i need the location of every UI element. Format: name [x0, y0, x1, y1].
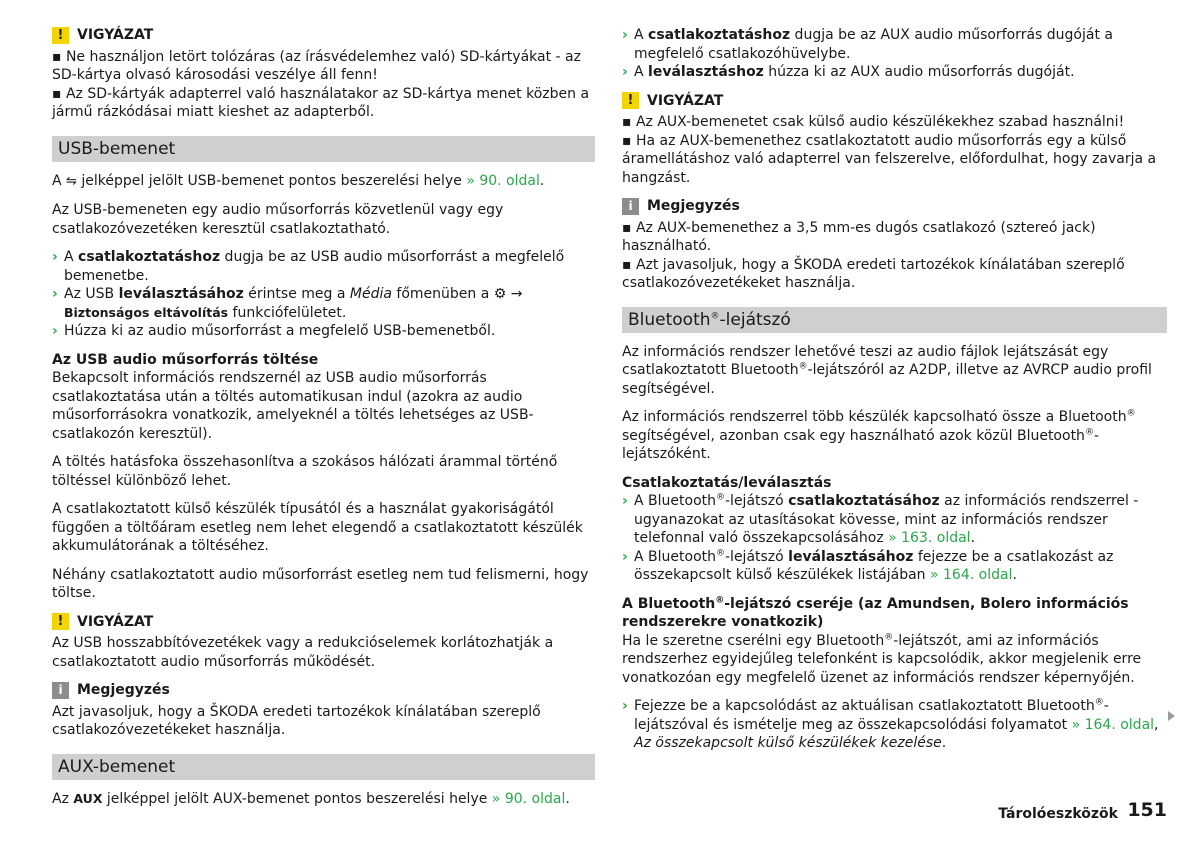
aux-location-paragraph: Az AUX jelképpel jelölt AUX-bemenet pontos beszerelési helye » 90. oldal. — [52, 790, 570, 807]
step-chevron-icon: › — [622, 493, 628, 509]
warning-line: ▪ Ha az AUX-bemenethez csatlakoztatott audio műsorforrás egy a külső áramellátáshoz való adapterrel van felszerelve, előfordulhat, hogy zavarja a hangzást. — [622, 132, 1157, 186]
warning-title: VIGYÁZAT — [647, 92, 724, 109]
warning-title: VIGYÁZAT — [77, 613, 154, 630]
subheading-bluetooth-swap: A Bluetooth®-lejátszó cseréje (az Amundsen, Bolero információs rendszerekre vonatkozik) — [622, 594, 1129, 630]
warning-icon: ! — [52, 613, 69, 630]
usb-steps — [52, 248, 595, 341]
step-item: › A csatlakoztatáshoz dugja be az AUX audio műsorforrás dugóját a megfelelő csatlakozóhüvelybe. — [622, 27, 1113, 62]
continue-arrow-icon — [1168, 711, 1175, 721]
step-item: › A Bluetooth®-lejátszó leválasztásához fejezze be a csatlakozást az összekapcsolt külső készülékek listájában » 164. oldal. — [622, 547, 1114, 583]
step-chevron-icon: › — [52, 249, 58, 265]
warning-title: VIGYÁZAT — [77, 27, 154, 43]
charging-paragraph: Bekapcsolt információs rendszernél az USB audio műsorforrás csatlakoztatása után a töltés automatikusan indul (azokra az audio műsorforrásokra vonatkozik, amelyeknél a töltés lehetséges az USB-csatlakozón keresztül). — [52, 370, 534, 442]
warning-box-sd — [52, 26, 595, 122]
note-header — [622, 197, 1167, 216]
page-number: 151 — [1127, 799, 1167, 821]
section-heading-aux: AUX-bemenet — [52, 754, 595, 780]
warning-line: ▪ Ne használjon letört tolózáras (az írásvédelemhez való) SD-kártyákat - az SD-kártya olvasó károsodási veszélye áll fenn! — [52, 48, 581, 83]
step-item: › Az USB leválasztásához érintse meg a Média főmenüben a ⚙ → Biztonságos eltávolítás funkciófelületet. — [52, 286, 523, 321]
settings-gear-icon: ⚙ — [493, 286, 507, 302]
warning-icon: ! — [622, 92, 639, 109]
step-item: › A leválasztáshoz húzza ki az AUX audio műsorforrás dugóját. — [622, 64, 1075, 80]
warning-header — [622, 92, 1167, 111]
warning-box-aux — [622, 92, 1167, 188]
step-item: › A Bluetooth®-lejátszó csatlakoztatásához az információs rendszerrel - ugyanazokat az utasításokat kövesse, mint az információs rendszer telefonnal való összekapcsolásához » 163. oldal. — [622, 492, 1139, 546]
usb-location-paragraph: A ⇋ jelképpel jelölt USB-bemenet pontos beszerelési helye » 90. oldal. — [52, 172, 545, 189]
warning-header — [52, 613, 595, 632]
page-link[interactable]: » 90. oldal — [491, 790, 566, 807]
charging-paragraph: A csatlakoztatott külső készülék típusától és a használat gyakoriságától függően a töltőáram esetleg nem lehet elegendő a csatlakoztatott készülék akkumulátorának a töltéséhez. — [52, 501, 583, 554]
bluetooth-paragraph: Az információs rendszerrel több készülék kapcsolható össze a Bluetooth® segítségével, azonban csak egy használható azok közül Bluetooth®-lejátszóként. — [622, 408, 1136, 462]
page-link[interactable]: » 164. oldal — [1071, 716, 1155, 733]
subheading-connect-disconnect: Csatlakoztatás/leválasztás — [622, 474, 832, 491]
note-title: Megjegyzés — [77, 682, 170, 698]
charging-paragraph: Néhány csatlakoztatott audio műsorforrást esetleg nem tud felismerni, hogy töltse. — [52, 566, 589, 601]
page-link[interactable]: » 163. oldal — [888, 530, 971, 546]
step-chevron-icon: › — [52, 286, 58, 302]
section-heading-bluetooth: Bluetooth®-lejátszó — [622, 307, 1167, 333]
warning-box-usb — [52, 613, 595, 672]
step-item: › Fejezze be a kapcsolódást az aktuálisan csatlakoztatott Bluetooth®-lejátszóval és ismételje meg az összekapcsolódási folyamatot » 164. oldal, Az összekapcsolt külső készülékek kezelése. — [622, 697, 1159, 751]
note-line: ▪ Azt javasoljuk, hogy a ŠKODA eredeti tartozékok kínálatában szereplő csatlakozóvezetékeket használja. — [622, 256, 1125, 291]
step-chevron-icon: › — [622, 27, 628, 43]
note-box-usb — [52, 681, 595, 740]
usb-icon: ⇋ — [66, 173, 77, 189]
right-column — [622, 26, 1167, 753]
aux-icon: AUX — [73, 790, 103, 806]
note-text: Azt javasoljuk, hogy a ŠKODA eredeti tartozékok kínálatában szereplő csatlakozóvezetékeket használja. — [52, 703, 541, 738]
note-title: Megjegyzés — [647, 198, 740, 214]
ui-function-label: Biztonságos eltávolítás — [64, 304, 229, 320]
warning-line: ▪ Az SD-kártyák adapterrel való használatakor az SD-kártya menet közben a jármű rázkódásai miatt kieshet az adapterből. — [52, 85, 590, 120]
step-chevron-icon: › — [622, 698, 628, 714]
usb-intro-paragraph: Az USB-bemeneten egy audio műsorforrás közvetlenül vagy egy csatlakozóvezetéken keresztül csatlakoztatható. — [52, 202, 504, 237]
warning-text: Az USB hosszabbítóvezetékek vagy a redukcióselemek korlátozhatják a csatlakoztatott audio műsorforrás működését. — [52, 635, 554, 670]
step-chevron-icon: › — [622, 64, 628, 80]
section-heading-usb: USB-bemenet — [52, 136, 595, 162]
aux-steps — [622, 26, 1167, 82]
bluetooth-swap-paragraph: Ha le szeretne cserélni egy Bluetooth®-lejátszót, ami az információs rendszerhez egyidejűleg telefonként is kapcsolódik, akkor megjelenik erre vonatkozóan egy megfelelő üzenet az információs rendszer képernyőjén. — [622, 631, 1142, 686]
charging-paragraph: A töltés hatásfoka összehasonlítva a szokásos hálózati árammal történő töltéssel különböző lehet. — [52, 454, 558, 489]
page-link[interactable]: » 164. oldal — [930, 567, 1013, 583]
bluetooth-paragraph: Az információs rendszer lehetővé teszi az audio fájlok lejátszását egy csatlakoztatott Bluetooth®-lejátszóról az A2DP, illetve az AVRCP audio profil segítségével. — [622, 343, 1152, 397]
warning-header — [52, 26, 595, 45]
page-link[interactable]: » 90. oldal — [466, 172, 540, 189]
left-column — [52, 26, 595, 818]
step-item: › Húzza ki az audio műsorforrást a megfelelő USB-bemenetből. — [52, 323, 496, 339]
warning-icon: ! — [52, 27, 69, 44]
subheading-usb-charging: Az USB audio műsorforrás töltése — [52, 351, 319, 368]
step-item: › A csatlakoztatáshoz dugja be az USB audio műsorforrást a megfelelő bemenetbe. — [52, 249, 565, 284]
note-line: ▪ Az AUX-bemenethez a 3,5 mm-es dugós csatlakozó (sztereó jack) használható. — [622, 219, 1096, 254]
step-chevron-icon: › — [52, 323, 58, 339]
footer-chapter-title: Tárolóeszközök — [998, 806, 1118, 822]
note-header — [52, 681, 595, 700]
note-box-aux — [622, 197, 1167, 293]
bluetooth-steps — [622, 492, 1167, 585]
warning-line: ▪ Az AUX-bemenetet csak külső audio készülékekhez szabad használni! — [622, 114, 1125, 130]
step-chevron-icon: › — [622, 548, 628, 565]
info-icon: i — [622, 198, 639, 215]
info-icon: i — [52, 682, 69, 699]
